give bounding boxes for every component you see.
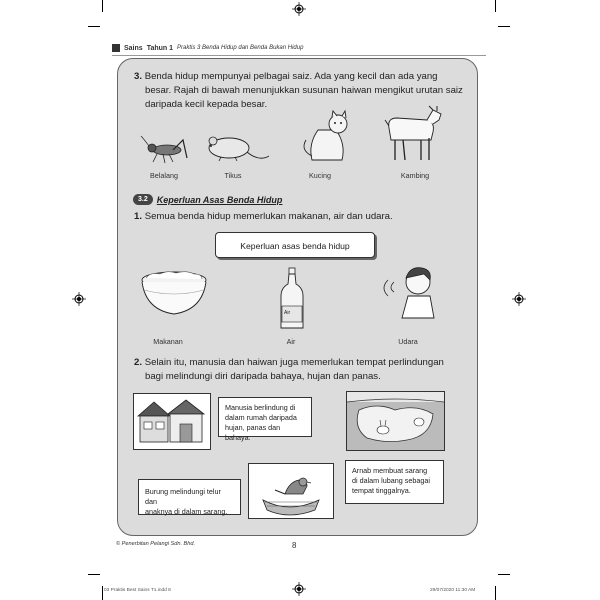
goat-illustration <box>383 106 449 168</box>
question-2 <box>134 356 474 384</box>
crop-mark <box>495 0 496 12</box>
page-header <box>112 44 303 52</box>
rabbit-burrow-illustration <box>347 392 444 450</box>
question-3-line-1: Benda hidup mempunyai pelbagai saiz. Ada yang kecil dan ada yang <box>144 71 438 82</box>
bird-shelter-note <box>138 479 241 515</box>
crop-mark <box>498 574 510 575</box>
question-1-text: Semua benda hidup memerlukan makanan, air dan udara. <box>144 211 393 222</box>
bottle-label: Air <box>284 310 291 316</box>
caption-air: Udara <box>398 337 418 346</box>
caption-cat: Kucing <box>309 171 331 180</box>
bird-nest-illustration <box>249 464 333 518</box>
rice-bowl-illustration <box>140 270 208 318</box>
header-rule <box>112 55 486 56</box>
subject-label: Sains <box>124 44 143 52</box>
crop-mark <box>102 586 103 600</box>
crop-mark <box>498 26 510 27</box>
question-3-line-3: daripada kecil kepada besar. <box>145 99 268 110</box>
human-note-line-3: hujan, panas dan bahaya. <box>225 423 281 442</box>
house-illustration <box>134 394 210 449</box>
bird-nest-picture-box <box>248 463 334 519</box>
caption-grasshopper: Belalang <box>150 171 178 180</box>
crop-mark <box>88 26 100 27</box>
topic-label: Praktis 3 Benda Hidup dan Benda Bukan Hidup <box>177 45 304 51</box>
page-number: 8 <box>292 541 297 550</box>
caption-food: Makanan <box>153 337 183 346</box>
caption-mouse: Tikus <box>224 171 242 180</box>
cat-illustration <box>300 110 356 166</box>
section-heading <box>133 194 282 205</box>
bird-note-line-1: Burung melindungi telur dan <box>145 487 221 506</box>
question-1 <box>134 210 474 224</box>
basic-needs-callout-text: Keperluan asas benda hidup <box>240 241 350 251</box>
water-bottle-illustration <box>279 266 305 332</box>
crop-mark <box>102 0 103 12</box>
crop-mark <box>88 574 100 575</box>
boy-breathing-illustration <box>380 262 438 322</box>
house-picture-box <box>133 393 211 450</box>
registration-mark-left <box>72 292 86 306</box>
rabbit-note-line-1: Arnab membuat sarang <box>352 466 428 475</box>
question-3-number: 3. <box>134 71 143 82</box>
caption-goat: Kambing <box>400 171 430 180</box>
human-note-line-1: Manusia berlindung di <box>225 403 296 412</box>
registration-mark-bottom <box>292 582 306 596</box>
book-logo-icon <box>112 44 120 52</box>
rabbit-shelter-note <box>345 460 444 504</box>
question-2-number: 2. <box>134 357 143 368</box>
publisher-credit: © Penerbitan Pelangi Sdn. Bhd. <box>116 541 196 547</box>
grasshopper-illustration <box>143 136 191 166</box>
human-note-line-2: dalam rumah daripada <box>225 413 297 422</box>
registration-mark-right <box>512 292 526 306</box>
question-1-number: 1. <box>134 211 143 222</box>
section-badge: 3.2 <box>133 194 153 205</box>
question-2-line-1: Selain itu, manusia dan haiwan juga memerlukan tempat perlindungan <box>144 357 444 368</box>
human-shelter-note <box>218 397 312 442</box>
basic-needs-callout <box>215 232 375 258</box>
registration-mark-top <box>292 2 306 16</box>
rabbit-note-line-3: tempat tinggalnya. <box>352 486 411 495</box>
bird-note-line-2: anaknya di dalam sarang. <box>145 507 228 516</box>
question-2-line-2: bagi melindungi diri daripada bahaya, hujan dan panas. <box>145 371 381 382</box>
caption-water: Air <box>286 337 296 346</box>
section-title: Keperluan Asas Benda Hidup <box>156 194 283 205</box>
date-slug: 29/07/2020 11:30 AM <box>430 588 476 593</box>
rabbit-burrow-picture-box <box>346 391 445 451</box>
year-label: Tahun 1 <box>146 44 174 52</box>
file-slug: 03 Praktis Best Sains T1.indd 8 <box>104 588 171 593</box>
mouse-illustration <box>203 132 271 164</box>
question-3-line-2: besar. Rajah di bawah menunjukkan susunan haiwan mengikut urutan saiz <box>145 85 463 96</box>
crop-mark <box>495 586 496 600</box>
rabbit-note-line-2: di dalam lubang sebagai <box>352 476 430 485</box>
